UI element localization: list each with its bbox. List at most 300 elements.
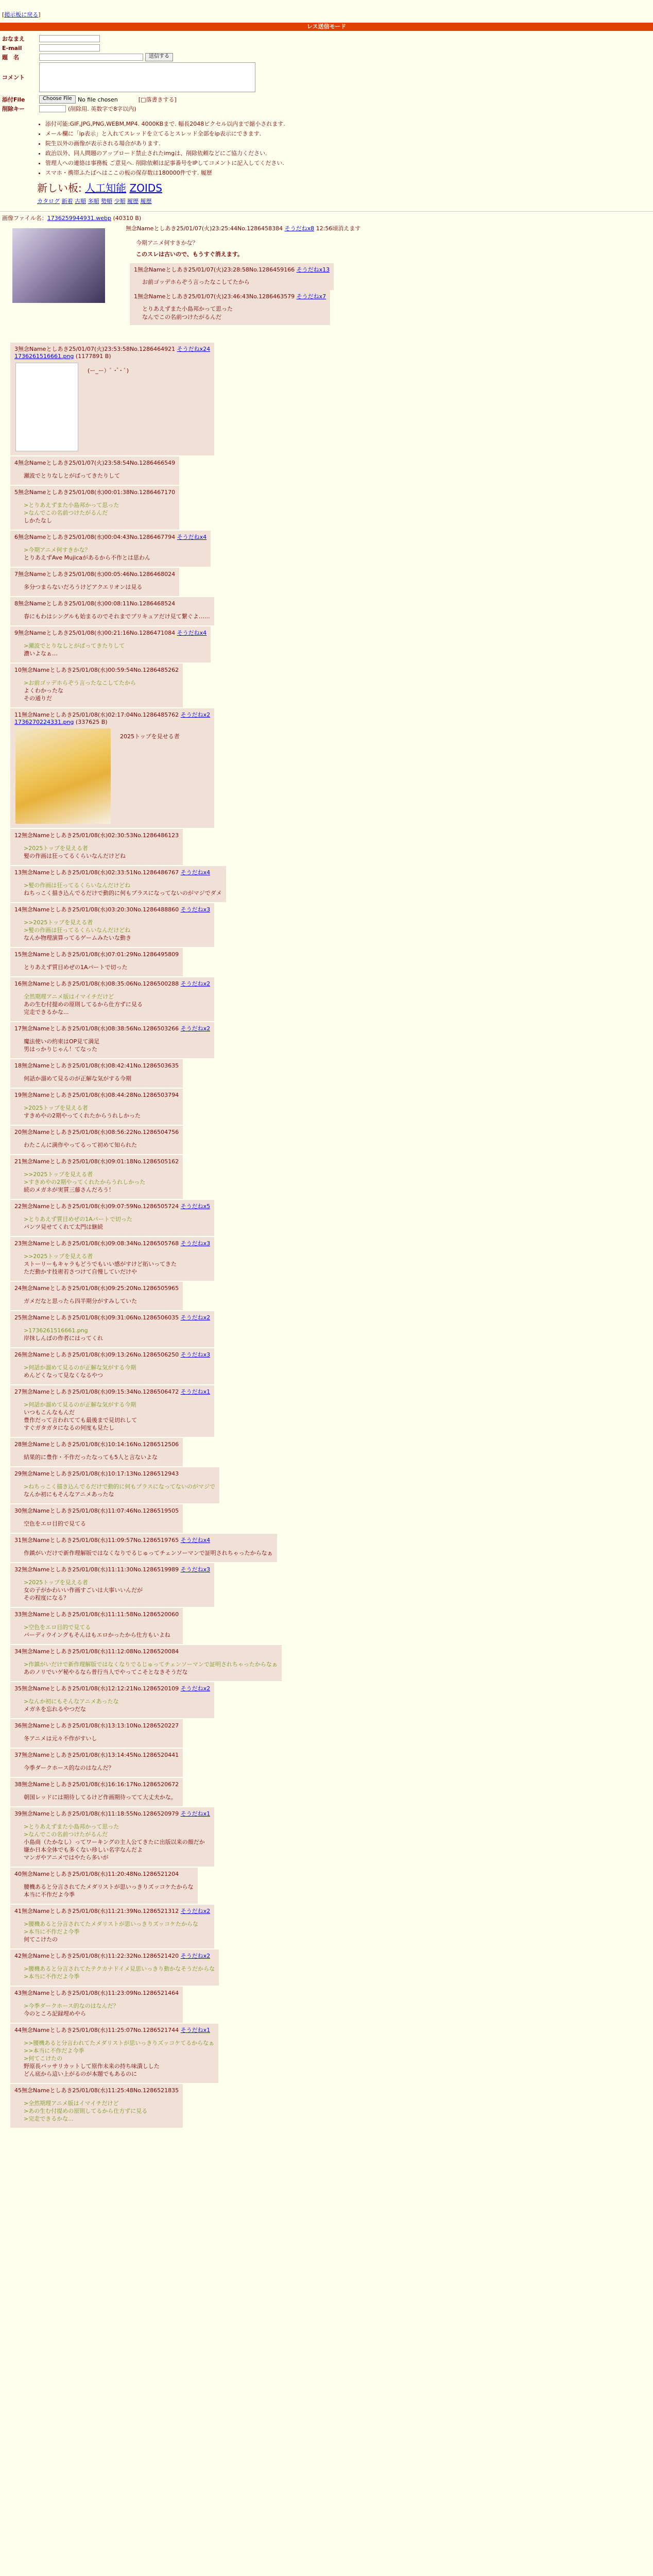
quote-line: >今期アニメ何すきかな？: [24, 547, 91, 553]
reply-body: [24, 472, 175, 480]
quote-line: >今季ダークホース的なのはなんだ？: [24, 2003, 119, 2009]
reply-header-text: 12無念Nameとしあき25/01/08(水)02:30:53No.1286486123: [14, 832, 179, 839]
text-line: 春にもわはシングルも始まるのでそれまでプリキュアだけ見て繋ぐよ……: [24, 613, 210, 620]
reply-header-text: 28無念Nameとしあき25/01/08(水)10:14:16No.1286512506: [14, 1441, 179, 1448]
text-line: よくわかったな: [24, 687, 63, 694]
op-body-line: 今期アニメ何すきかな？: [136, 240, 198, 246]
quote-line: >2025トップを見える者: [24, 1105, 88, 1111]
delete-key-note: (削除用. 英数字で8字以内): [68, 106, 136, 112]
reply-body: [24, 1549, 273, 1557]
reply-post: [0, 829, 653, 865]
note-item: • 院生以外の画像が表示される場合があります.: [45, 139, 653, 147]
reply-box: [10, 1749, 183, 1777]
text-line: 髪の作画は狂ってるくらいなんだけどね: [24, 853, 126, 859]
reply-post: [0, 1563, 653, 1607]
quote-line: >全然期理アニメ版はイマイチだけど: [24, 2100, 119, 2107]
reply-post: [0, 1987, 653, 2023]
reply-body: [24, 1104, 179, 1120]
text-line: すぐガタガタになるの何度も見たし: [24, 1425, 114, 1431]
reply-post: [0, 1682, 653, 1718]
reply-header: [14, 2026, 214, 2034]
reply-body: [24, 642, 207, 657]
reply-body: [24, 501, 175, 524]
reply-header: [14, 831, 179, 839]
catalog-nav: [37, 197, 653, 205]
reply-header-text: 37無念Nameとしあき25/01/08(水)13:14:45No.1286520441: [14, 1752, 179, 1758]
note-item: • 政治以外、同人問題のアップロード禁止されたimgは、削除依頼などにご協力ください.: [45, 149, 653, 157]
quote-line: >ねちっこく描き込んでるだけで動的に何もプラスになってないのがマジで: [24, 1483, 215, 1490]
reply-header: [14, 710, 210, 719]
many-order-link[interactable]: 多順: [88, 198, 99, 205]
reply-header: [14, 1061, 179, 1070]
text-line: めんどくなって見なくなるやつ: [24, 1372, 103, 1379]
reply-post: [0, 1807, 653, 1867]
reply-box: [10, 1504, 183, 1533]
reply-header: [14, 1809, 210, 1818]
reply-body: [24, 1793, 179, 1801]
reply-header-text: 13無念Nameとしあき25/01/08(水)02:33:51No.1286486767: [14, 869, 179, 876]
reply-box: [10, 1155, 183, 1199]
reply-mode-bar: レス送信モード: [0, 23, 653, 31]
paint-checkbox-label[interactable]: [□落書きする]: [138, 96, 177, 103]
text-line: その程度になる？: [24, 1595, 69, 1601]
reply-body: [24, 1297, 179, 1305]
quote-line: >とりあえず質目めぜの1Aパートで切った: [24, 1216, 132, 1223]
sodane-button[interactable]: そうだねx3: [180, 1566, 211, 1573]
reply-header: [14, 1284, 179, 1292]
sodane-button[interactable]: そうだねx4: [177, 534, 207, 540]
reply-post: [0, 1467, 653, 1503]
reply-box: [10, 1282, 183, 1310]
text-line: 冬アニメは元々不作がすいし: [24, 1735, 97, 1742]
reply-post: [0, 1608, 653, 1644]
note-item: • 管理人への連絡は事務板 ご意見へ. 削除依頼は記事番号をIPしてコメントに記入してください.: [45, 159, 653, 167]
history-link-2[interactable]: 履歴: [140, 198, 152, 205]
text-line: 結果的に豊作・不作だったなっても5人と言ないよな: [24, 1454, 158, 1461]
reply-header-text: 25無念Nameとしあき25/01/08(水)09:31:06No.1286506035: [14, 1314, 179, 1321]
text-line: ただ動かす技術若さつけて自慢していだけや: [24, 1268, 137, 1275]
reply-header: [14, 1721, 179, 1730]
text-line: 何話か溜めて見るのが正解な気がする今期: [24, 1075, 131, 1082]
reply-body: [24, 1735, 179, 1742]
quote-line: >なんでこの名前つけたがるんだ: [24, 510, 108, 516]
reply-file-link[interactable]: 1736261516661.png: [14, 353, 74, 360]
text-line: 男はっかりじゃん！てなった: [24, 1046, 97, 1053]
reply-body: [24, 1483, 215, 1498]
note-item: • 添付可能:GIF,JPG,PNG,WEBM,MP4. 4000KBまで. 幅長2048ピクセル以内まで縮小されます.: [45, 120, 653, 128]
text-line: 2025トップを見せる者: [120, 733, 180, 740]
reply-body: [24, 1698, 210, 1713]
op-file-label: 画像ファイル名：: [2, 215, 47, 222]
sodane-button[interactable]: そうだねx2: [180, 1953, 211, 1959]
text-line: メガネを忘れるやつだな: [24, 1706, 86, 1713]
reply-post: [0, 1534, 653, 1562]
quote-line: 全然期理アニメ版はイマイチだけど: [24, 993, 114, 1000]
reply-post: [0, 1089, 653, 1125]
top-nav: [掲示板に戻る]: [2, 11, 41, 18]
reply-box: [10, 1950, 219, 1986]
reply-body: [24, 993, 210, 1016]
subject-input[interactable]: [39, 54, 143, 61]
op-post: [2, 223, 653, 342]
reply-post: [0, 1059, 653, 1088]
reply-box: [10, 2084, 183, 2128]
reply-box: [10, 1645, 282, 1681]
reply-post: [0, 1155, 653, 1199]
note-item: • スマホ・携帯ふたばへはここの板の保存数は180000件です. 履歴: [45, 168, 653, 177]
reply-body: [24, 844, 179, 860]
text-line: とりあえずAve Mujicaがあるから不作とは思わん: [24, 554, 151, 561]
reply-header-text: 45無念Nameとしあき25/01/08(水)11:25:48No.1286521835: [14, 2087, 179, 2094]
reply-header: [14, 1780, 179, 1788]
op-sodane-button[interactable]: そうだねx8: [284, 225, 315, 232]
quote-line: >腰機あると分言されてたテクカナドイメ見思いっきり動かなそうだからな: [24, 1965, 215, 1972]
reply-post: [0, 1385, 653, 1437]
reply-body: [24, 2099, 179, 2123]
reply-body: [24, 1579, 210, 1602]
reply-header-text: 30無念Nameとしあき25/01/08(水)11:07:46No.1286519505: [14, 1507, 179, 1514]
sodane-button[interactable]: そうだねx1: [180, 2027, 211, 2033]
text-line: 空色をエロ目的で見てる: [24, 1520, 86, 1527]
file-status: No file chosen: [77, 96, 118, 103]
reply-post: [0, 486, 653, 530]
reply-body: [24, 1520, 179, 1528]
choose-file-button[interactable]: Choose File: [39, 95, 76, 104]
op-inner-reply: [130, 290, 330, 325]
reply-header-text: 8無念Nameとしあき25/01/08(水)00:08:11No.1286468524: [14, 600, 176, 607]
quote-line: >1736261516661.png: [24, 1327, 88, 1334]
op-file-size: (40310 B): [113, 215, 142, 222]
reply-header-text: 41無念Nameとしあき25/01/08(水)11:21:39No.1286521312: [14, 1908, 179, 1914]
reply-box: [10, 664, 183, 707]
text-line: 岸抹しんばの作者にはってくれ: [24, 1335, 103, 1342]
text-line: 今のところ記録埋めやら: [24, 2010, 86, 2017]
reply-body: [24, 2002, 179, 2018]
text-line: どん底から這い上がるのが本題でもあるのに: [24, 2071, 137, 2077]
reply-box: [10, 1682, 214, 1718]
reply-header-text: 27無念Nameとしあき25/01/08(水)09:15:34No.1286506472: [14, 1388, 179, 1395]
reply-header: [14, 1952, 215, 1960]
reply-header-text: 4無念Nameとしあき25/01/07(火)23:58:54No.1286466549: [14, 460, 176, 466]
reply-post: [0, 1022, 653, 1058]
reply-box: [10, 1807, 214, 1867]
quote-line: >なんでこの名前つけたがるんだ: [24, 1831, 108, 1838]
note-item: • メール欄に「ip表示」と入れてスレッドを立てるとスレッド全部をip表示にできます.: [45, 129, 653, 138]
reply-box: [10, 597, 214, 625]
reply-box: [10, 1126, 183, 1154]
reply-body: [24, 1364, 210, 1379]
sodane-button[interactable]: そうだねx2: [180, 1314, 211, 1321]
reply-post: [0, 1200, 653, 1236]
text-line: 女の子がかわいい作画すごいは大事いいんだが: [24, 1587, 143, 1594]
reply-post: [0, 1348, 653, 1384]
reply-header: [14, 1684, 210, 1692]
reply-box: [10, 1022, 214, 1058]
divider: [0, 211, 653, 212]
reply-header: [14, 1157, 179, 1165]
reply-header-text: 22無念Nameとしあき25/01/08(水)09:07:59No.1286505724: [14, 1203, 179, 1210]
sodane-button[interactable]: そうだねx2: [180, 980, 211, 987]
sodane-button[interactable]: そうだねx2: [180, 1025, 211, 1032]
reply-post: [0, 343, 653, 455]
quote-line: >腰機あると分言されてたメダリストが思いっきりズッコケたからな: [24, 1921, 198, 1927]
reply-post: [0, 664, 653, 707]
post-form: [2, 34, 653, 113]
inner-sodane-button[interactable]: そうだねx13: [296, 266, 330, 273]
text-line: しかたなし: [24, 517, 52, 524]
reply-box: [10, 626, 211, 663]
sodane-button[interactable]: そうだねx4: [180, 1537, 211, 1544]
reply-header: [14, 1751, 179, 1759]
reply-body: [24, 546, 207, 562]
new-board-link-ai[interactable]: 人工知能: [85, 182, 127, 194]
text-line: ガメだなと思ったら四半期分がすみしていた: [24, 1298, 137, 1304]
quote-line: >瀬波でとりなしとがばってきたりして: [24, 642, 125, 649]
quote-line: >なんか初にもそんなアニメあったな: [24, 1698, 119, 1705]
text-line: あのノリでいゲ秘やるなら普行当人でやってこそとなきそうだな: [24, 1669, 188, 1675]
reply-header-text: 15無念Nameとしあき25/01/08(水)07:01:29No.1286495809: [14, 951, 179, 958]
reply-header: [14, 1469, 215, 1478]
sodane-button[interactable]: そうだねx4: [177, 630, 207, 636]
text-line: 豊作だって言われてても最後まで見切れして: [24, 1417, 137, 1423]
reply-header: [14, 1024, 210, 1032]
file-label: 添付File: [2, 96, 25, 103]
subject-label: 題 名: [2, 54, 19, 61]
reply-post: [0, 2084, 653, 2128]
text-line: 何てこけたの: [24, 1936, 58, 1943]
reply-header: [14, 1989, 179, 1997]
reply-header: [14, 1239, 210, 1247]
reply-file-info: [14, 719, 210, 725]
reply-box: [10, 1059, 183, 1088]
text-line: 腰機あると分言されてたメダリストが思いっきりズッコケたからな: [24, 1884, 194, 1890]
inner-reply-body: お前ゴッデホらぞう言ったなこしてたから: [142, 279, 250, 285]
reply-box: [10, 1311, 214, 1347]
op-header: [126, 224, 360, 232]
reply-box: [10, 1987, 183, 2023]
sodane-button[interactable]: そうだねx3: [180, 1351, 211, 1358]
reply-box: [10, 1778, 183, 1806]
reply-box: [10, 866, 226, 902]
reply-image-thumb[interactable]: [15, 363, 78, 451]
reply-body: [24, 1920, 210, 1943]
op-image[interactable]: [12, 228, 105, 303]
reply-post: [0, 1311, 653, 1347]
op-expire: 12:56頃消えます: [316, 225, 361, 232]
reply-body: [24, 1453, 179, 1461]
reply-body: [24, 1883, 194, 1899]
reply-header: [14, 345, 210, 353]
reply-box: [10, 903, 214, 947]
reply-post: [0, 1719, 653, 1748]
reply-header-text: 11無念Nameとしあき25/01/08(水)02:17:04No.1286485762: [14, 711, 179, 718]
catalog-link[interactable]: カタログ: [37, 198, 60, 205]
quote-line: >>本当に不作だよ今季: [24, 2047, 84, 2054]
reply-header: [14, 459, 175, 467]
text-line: 嫌か日本全体でも多くない珍しい名字なんだよ: [24, 1846, 143, 1853]
reply-image-thumb[interactable]: [15, 728, 111, 824]
text-line: 朝国レッドには期待してるけど作画期待ってて大丈夫かな。: [24, 1794, 177, 1801]
reply-body: [24, 919, 210, 942]
reply-body: [24, 1401, 210, 1432]
sodane-button[interactable]: そうだねx3: [180, 1240, 211, 1247]
old-order-link[interactable]: 古順: [75, 198, 86, 205]
reply-box: [10, 1089, 183, 1125]
text-line: いつもこんなもんだ: [24, 1409, 75, 1416]
reply-header-text: 33無念Nameとしあき25/01/08(水)11:11:58No.1286520060: [14, 1611, 179, 1618]
reply-body: [24, 1823, 210, 1861]
reply-header-text: 18無念Nameとしあき25/01/08(水)08:42:41No.1286503635: [14, 1062, 179, 1069]
text-line: 野原長バッサリカットして原作未来の持ち味潰しした: [24, 2063, 160, 2070]
name-input[interactable]: [39, 35, 100, 42]
reply-post: [0, 568, 653, 596]
inner-reply-body: とりあえずまた小島邦かって思った なんでこの名前つけたがるんだ: [142, 306, 233, 320]
reply-header-text: 35無念Nameとしあき25/01/08(水)12:12:21No.1286520109: [14, 1685, 179, 1692]
reply-post: [0, 1504, 653, 1533]
inner-sodane-button[interactable]: そうだねx7: [296, 293, 326, 300]
text-line: すきめやの2期やってくれたからうれしかった: [24, 1112, 141, 1119]
reply-header: [14, 1565, 210, 1573]
reply-header: [14, 1610, 179, 1618]
reply-header-text: 36無念Nameとしあき25/01/08(水)13:13:10No.1286520227: [14, 1722, 179, 1729]
reply-body: [24, 1075, 179, 1082]
sodane-button[interactable]: そうだねx5: [180, 1203, 211, 1210]
reply-post: [0, 531, 653, 567]
sodane-button[interactable]: そうだねx1: [180, 1810, 211, 1817]
text-line: なんか初にもそんなアニメあったな: [24, 1491, 114, 1498]
reply-body: [24, 1252, 210, 1276]
back-to-board-link[interactable]: 掲示板に戻る: [4, 11, 39, 18]
sodane-button[interactable]: そうだねx3: [180, 906, 211, 913]
text-line: 瀬波でとりなしとがばってきたりして: [24, 472, 120, 479]
reply-body: [88, 367, 129, 450]
reply-header: [14, 905, 210, 913]
sodane-button[interactable]: そうだねx2: [180, 1685, 211, 1692]
text-line: なんか物理演算ってるゲームみたいな動き: [24, 935, 131, 941]
reply-header: [14, 1506, 179, 1515]
reply-header: [14, 488, 175, 496]
quote-line: >>2025トップを見える者: [24, 919, 93, 926]
new-board-link-zoids[interactable]: ZOIDS: [129, 182, 162, 194]
reply-body: [24, 1327, 210, 1342]
delete-key-input[interactable]: [39, 105, 66, 112]
reply-header-text: 7無念Nameとしあき25/01/08(水)00:05:46No.1286468024: [14, 571, 176, 578]
quote-line: >>腰機あると分言われてたメダリストが思いっきりズッコケてるからなぁ: [24, 2040, 215, 2046]
reply-file-info: [14, 353, 210, 360]
reply-box: [10, 1905, 214, 1948]
new-link[interactable]: 新着: [61, 198, 73, 205]
inner-reply-header: 1無念Nameとしあき25/01/07(火)23:46:43No.1286463579: [134, 293, 295, 300]
few-order-link[interactable]: 少順: [114, 198, 126, 205]
reply-header-text: 17無念Nameとしあき25/01/08(水)08:38:56No.1286503266: [14, 1025, 179, 1032]
reply-header-text: 43無念Nameとしあき25/01/08(水)11:23:09No.1286521464: [14, 1990, 179, 1996]
reply-header-text: 19無念Nameとしあき25/01/08(水)08:44:28No.1286503794: [14, 1092, 179, 1098]
sodane-button[interactable]: そうだねx1: [180, 1388, 211, 1395]
delete-key-label: 削除キー: [2, 106, 25, 112]
reply-header-text: 9無念Nameとしあき25/01/08(水)00:21:16No.1286471084: [14, 630, 176, 636]
reply-box: [10, 1868, 198, 1904]
sodane-button[interactable]: そうだねx2: [180, 711, 211, 718]
sodane-button[interactable]: そうだねx24: [177, 346, 211, 352]
reply-box: [10, 1719, 183, 1748]
reply-header-text: 20無念Nameとしあき25/01/08(水)08:56:22No.1286504756: [14, 1129, 179, 1136]
reply-post: [0, 1778, 653, 1806]
comment-textarea[interactable]: [39, 62, 255, 92]
quote-line: >>2025トップを見える者: [24, 1253, 93, 1260]
new-board-label: 新しい板:: [37, 182, 82, 194]
quote-line: >すきめやの2期やってくれたからうれしかった: [24, 1179, 146, 1185]
reply-header: [14, 570, 175, 578]
quote-line: >何てこけたの: [24, 2055, 63, 2062]
email-input[interactable]: [39, 44, 100, 52]
sodane-button[interactable]: そうだねx2: [180, 1908, 211, 1914]
reply-file-link[interactable]: 1736270224331.png: [14, 719, 74, 725]
text-line: 今季ダークホース的なのはなんだ？: [24, 1765, 114, 1771]
reply-header: [14, 533, 207, 541]
reply-post: [0, 948, 653, 976]
op-file-link[interactable]: 1736259944931.webp: [47, 215, 111, 222]
sodane-button[interactable]: そうだねx4: [180, 869, 211, 876]
reply-box: [10, 1237, 214, 1281]
reply-post: [0, 1282, 653, 1310]
text-line: 本当に不作だよ今季: [24, 1891, 75, 1898]
submit-button[interactable]: 送信する: [145, 53, 173, 61]
history-link[interactable]: 履歴: [127, 198, 139, 205]
quote-line: >本当に不作だよ今季: [24, 1973, 80, 1980]
reply-post: [0, 977, 653, 1021]
text-line: その通りだ: [24, 695, 52, 702]
momentum-order-link[interactable]: 勢順: [101, 198, 112, 205]
reply-box: [10, 1534, 277, 1562]
reply-post: [0, 1645, 653, 1681]
reply-header-text: 21無念Nameとしあき25/01/08(水)09:01:18No.1286505162: [14, 1158, 179, 1165]
reply-header: [14, 2086, 179, 2094]
comment-label: コメント: [2, 74, 25, 81]
reply-post: [0, 1438, 653, 1466]
reply-box: [10, 1608, 183, 1644]
inner-reply-header: 1無念Nameとしあき25/01/07(火)23:28:58No.1286459166: [134, 266, 295, 273]
reply-post: [0, 1126, 653, 1154]
quote-line: >2025トップを見える者: [24, 1579, 88, 1586]
reply-header-text: 10無念Nameとしあき25/01/08(水)00:59:54No.1286485262: [14, 667, 179, 673]
name-label: おなまえ: [2, 36, 25, 42]
reply-header: [14, 1128, 179, 1136]
reply-header: [14, 868, 222, 876]
quote-line: >お前ゴッデホらぞう言ったなこしてたから: [24, 680, 136, 686]
reply-header: [14, 1091, 179, 1099]
reply-header-text: 14無念Nameとしあき25/01/08(水)03:20:30No.1286488860: [14, 906, 179, 913]
reply-box: [10, 1467, 219, 1503]
reply-header-text: 29無念Nameとしあき25/01/08(水)10:17:13No.1286512943: [14, 1470, 179, 1477]
reply-box: [10, 486, 179, 530]
reply-post: [0, 1749, 653, 1777]
reply-header: [14, 1387, 210, 1396]
reply-box: [10, 1348, 214, 1384]
reply-header: [14, 666, 179, 674]
reply-body: [24, 882, 222, 897]
reply-file-size: (337625 B): [74, 719, 108, 725]
reply-header-text: 31無念Nameとしあき25/01/08(水)11:09:57No.1286519765: [14, 1537, 179, 1544]
reply-header: [14, 1907, 210, 1915]
reply-body: [24, 1660, 278, 1676]
quote-line: >髪の作画は狂ってるくらいなんだけどね: [24, 927, 131, 934]
reply-header-text: 3無念Nameとしあき25/01/07(火)23:53:58No.1286464921: [14, 346, 176, 352]
reply-body: [24, 1171, 179, 1194]
quote-line: >空色をエロ目的で見てる: [24, 1624, 91, 1631]
reply-box: [10, 708, 214, 828]
reply-header: [14, 629, 207, 637]
reply-body: [24, 1038, 210, 1053]
